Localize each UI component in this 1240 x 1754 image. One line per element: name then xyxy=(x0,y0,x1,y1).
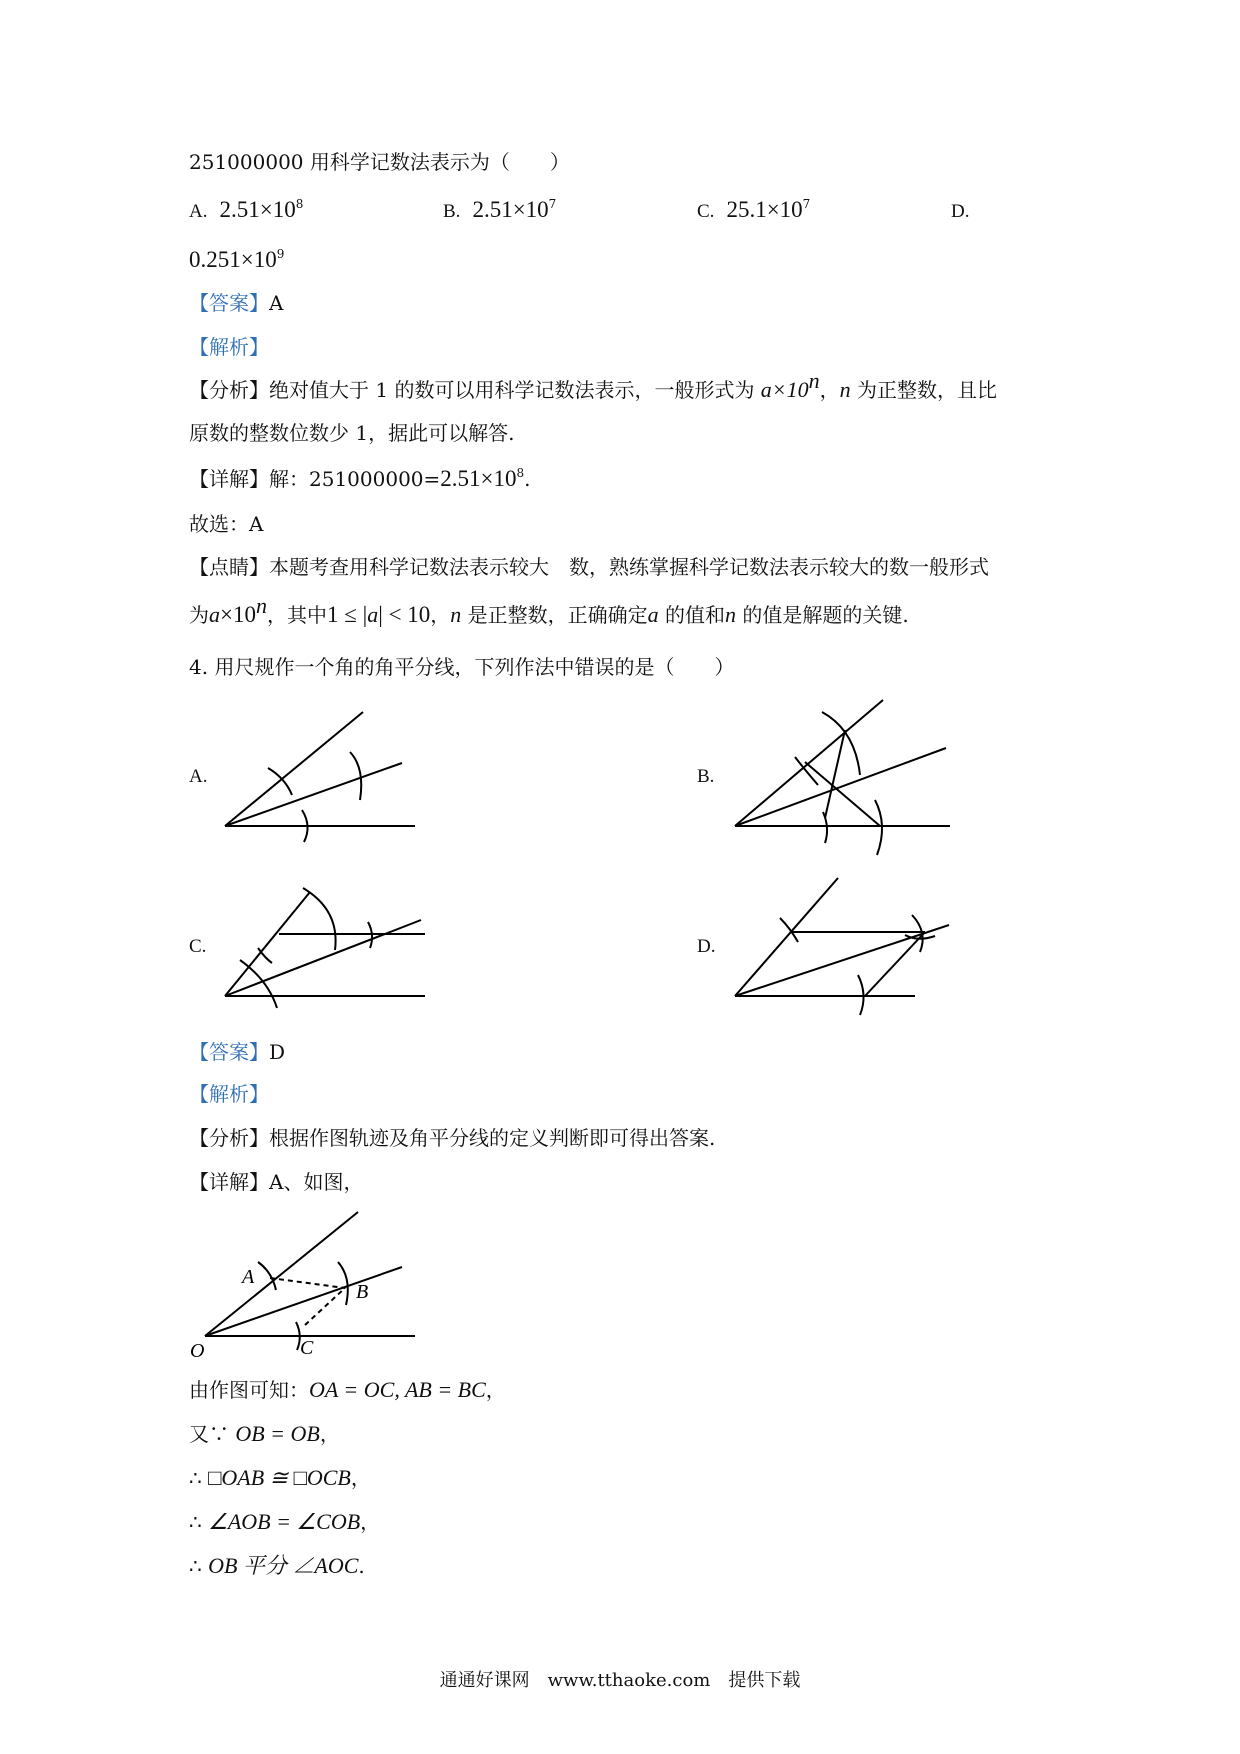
q3-answer: 【答案】A xyxy=(189,291,284,315)
q3-analysis-tag: 【解析】 xyxy=(189,335,269,359)
proof-line-5: ∴ OB 平分 ∠AOC. xyxy=(189,1553,365,1578)
q4-fig-label-b: B. xyxy=(697,766,715,787)
q3-stem: 251000000 用科学记数法表示为（ ） xyxy=(189,150,570,174)
q3-guxuan: 故选：A xyxy=(189,512,264,536)
proof-line-1: 由作图可知：OA = OC, AB = BC， xyxy=(189,1377,506,1402)
point-label-o: O xyxy=(190,1340,205,1362)
q4-xiangjie: 【详解】A、如图， xyxy=(189,1170,364,1194)
q4-fenxi: 【分析】根据作图轨迹及角平分线的定义判断即可得出答案. xyxy=(189,1126,716,1150)
q3-fenxi-line1: 【分析】绝对值大于 1 的数可以用科学记数法表示，一般形式为 $a\times 10^n$，n 为正整数，且比 xyxy=(189,368,998,402)
proof-line-4: ∴ ∠AOB = ∠COB， xyxy=(189,1509,381,1534)
point-label-a: A xyxy=(242,1266,255,1288)
point-label-c: C xyxy=(300,1337,314,1359)
q3-fenxi-line2: 原数的整数位数少 1，据此可以解答. xyxy=(189,421,515,445)
q4-fig-label-a: A. xyxy=(189,766,208,787)
q3-option-d-letter: D. xyxy=(951,201,970,222)
q3-option-d-value: $0.251\times 10^9$ xyxy=(189,247,285,272)
proof-line-2: 又∵ OB = OB， xyxy=(189,1421,340,1446)
q3-dianjing-line1: 【点睛】本题考查用科学记数法表示较大 数，熟练掌握科学记数法表示较大的数一般形式 xyxy=(189,555,989,579)
q3-xiangjie: 【详解】解：$251000000=2.51\times 10^8$. xyxy=(189,466,531,491)
q4-analysis-tag: 【解析】 xyxy=(189,1082,269,1106)
proof-line-3: ∴ □OAB ≅ □OCB， xyxy=(189,1465,371,1490)
q3-dianjing-line2: 为$a\times 10^n$，其中1 ≤ |a| < 10，n 是正整数，正确确定a 的值和n 的值是解题的关键. xyxy=(189,593,909,627)
q3-option-a: A. $2.51\times 10^8$ xyxy=(189,197,304,222)
q4-stem: 4. 用尺规作一个角的角平分线，下列作法中错误的是（ ） xyxy=(189,655,735,679)
point-label-b: B xyxy=(356,1281,369,1303)
q4-answer: 【答案】D xyxy=(189,1040,286,1064)
q3-option-c: C. $25.1\times 10^7$ xyxy=(697,197,811,222)
q3-option-b: B. $2.51\times 10^7$ xyxy=(443,197,557,222)
q4-fig-label-c: C. xyxy=(189,936,207,957)
page-footer: 通通好课网 www.tthaoke.com 提供下载 xyxy=(439,1670,801,1691)
q4-fig-label-d: D. xyxy=(697,936,716,957)
